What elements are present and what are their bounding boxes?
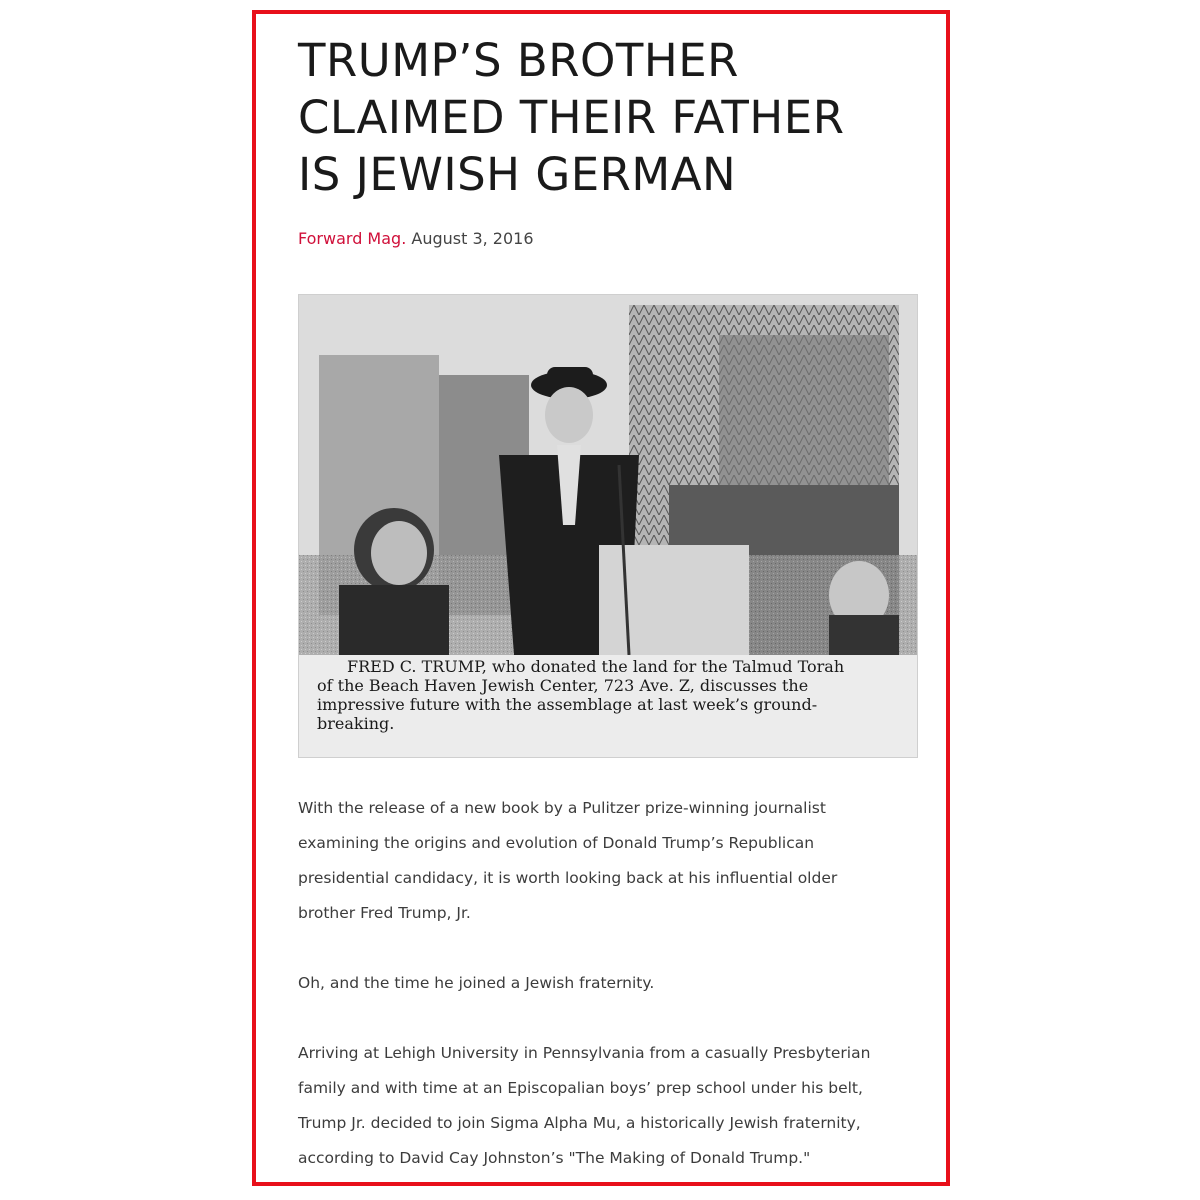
byline — [298, 229, 534, 248]
publish-date: August 3, 2016 — [411, 229, 534, 248]
paragraph-line: family and with time at an Episcopalian boys’ prep school under his belt, — [298, 1079, 863, 1097]
headline-line: IS JEWISH GERMAN — [298, 148, 737, 201]
paragraph-line: Oh, and the time he joined a Jewish fraternity. — [298, 974, 655, 992]
caption-line: FRED C. TRUMP, who donated the land for the Talmud Torah — [347, 657, 845, 676]
paragraph-line: Trump Jr. decided to join Sigma Alpha Mu, a historically Jewish fraternity, — [298, 1114, 861, 1132]
article-paragraph — [298, 1036, 898, 1176]
headline-line: CLAIMED THEIR FATHER — [298, 91, 845, 144]
paragraph-line: Arriving at Lehigh University in Pennsylvania from a casually Presbyterian — [298, 1044, 871, 1062]
paragraph-line: according to David Cay Johnston’s "The Making of Donald Trump." — [298, 1149, 811, 1167]
paragraph-line: examining the origins and evolution of Donald Trump’s Republican — [298, 834, 815, 852]
caption-line: of the Beach Haven Jewish Center, 723 Ave. Z, discusses the — [317, 676, 809, 695]
paragraph-line: With the release of a new book by a Pulitzer prize-winning journalist — [298, 799, 826, 817]
paragraph-line: presidential candidacy, it is worth looking back at his influential older — [298, 869, 838, 887]
caption-line: breaking. — [317, 714, 395, 733]
photo-caption — [317, 657, 907, 733]
article-frame — [252, 10, 950, 1186]
source-link[interactable]: Forward Mag. — [298, 229, 407, 248]
caption-line: impressive future with the assemblage at last week’s ground- — [317, 695, 818, 714]
article-paragraph — [298, 791, 898, 931]
paragraph-line: brother Fred Trump, Jr. — [298, 904, 471, 922]
article-headline — [298, 32, 918, 203]
newspaper-clipping-photo — [298, 294, 918, 758]
headline-line: TRUMP’S BROTHER — [298, 34, 739, 87]
article-paragraph — [298, 966, 898, 1001]
